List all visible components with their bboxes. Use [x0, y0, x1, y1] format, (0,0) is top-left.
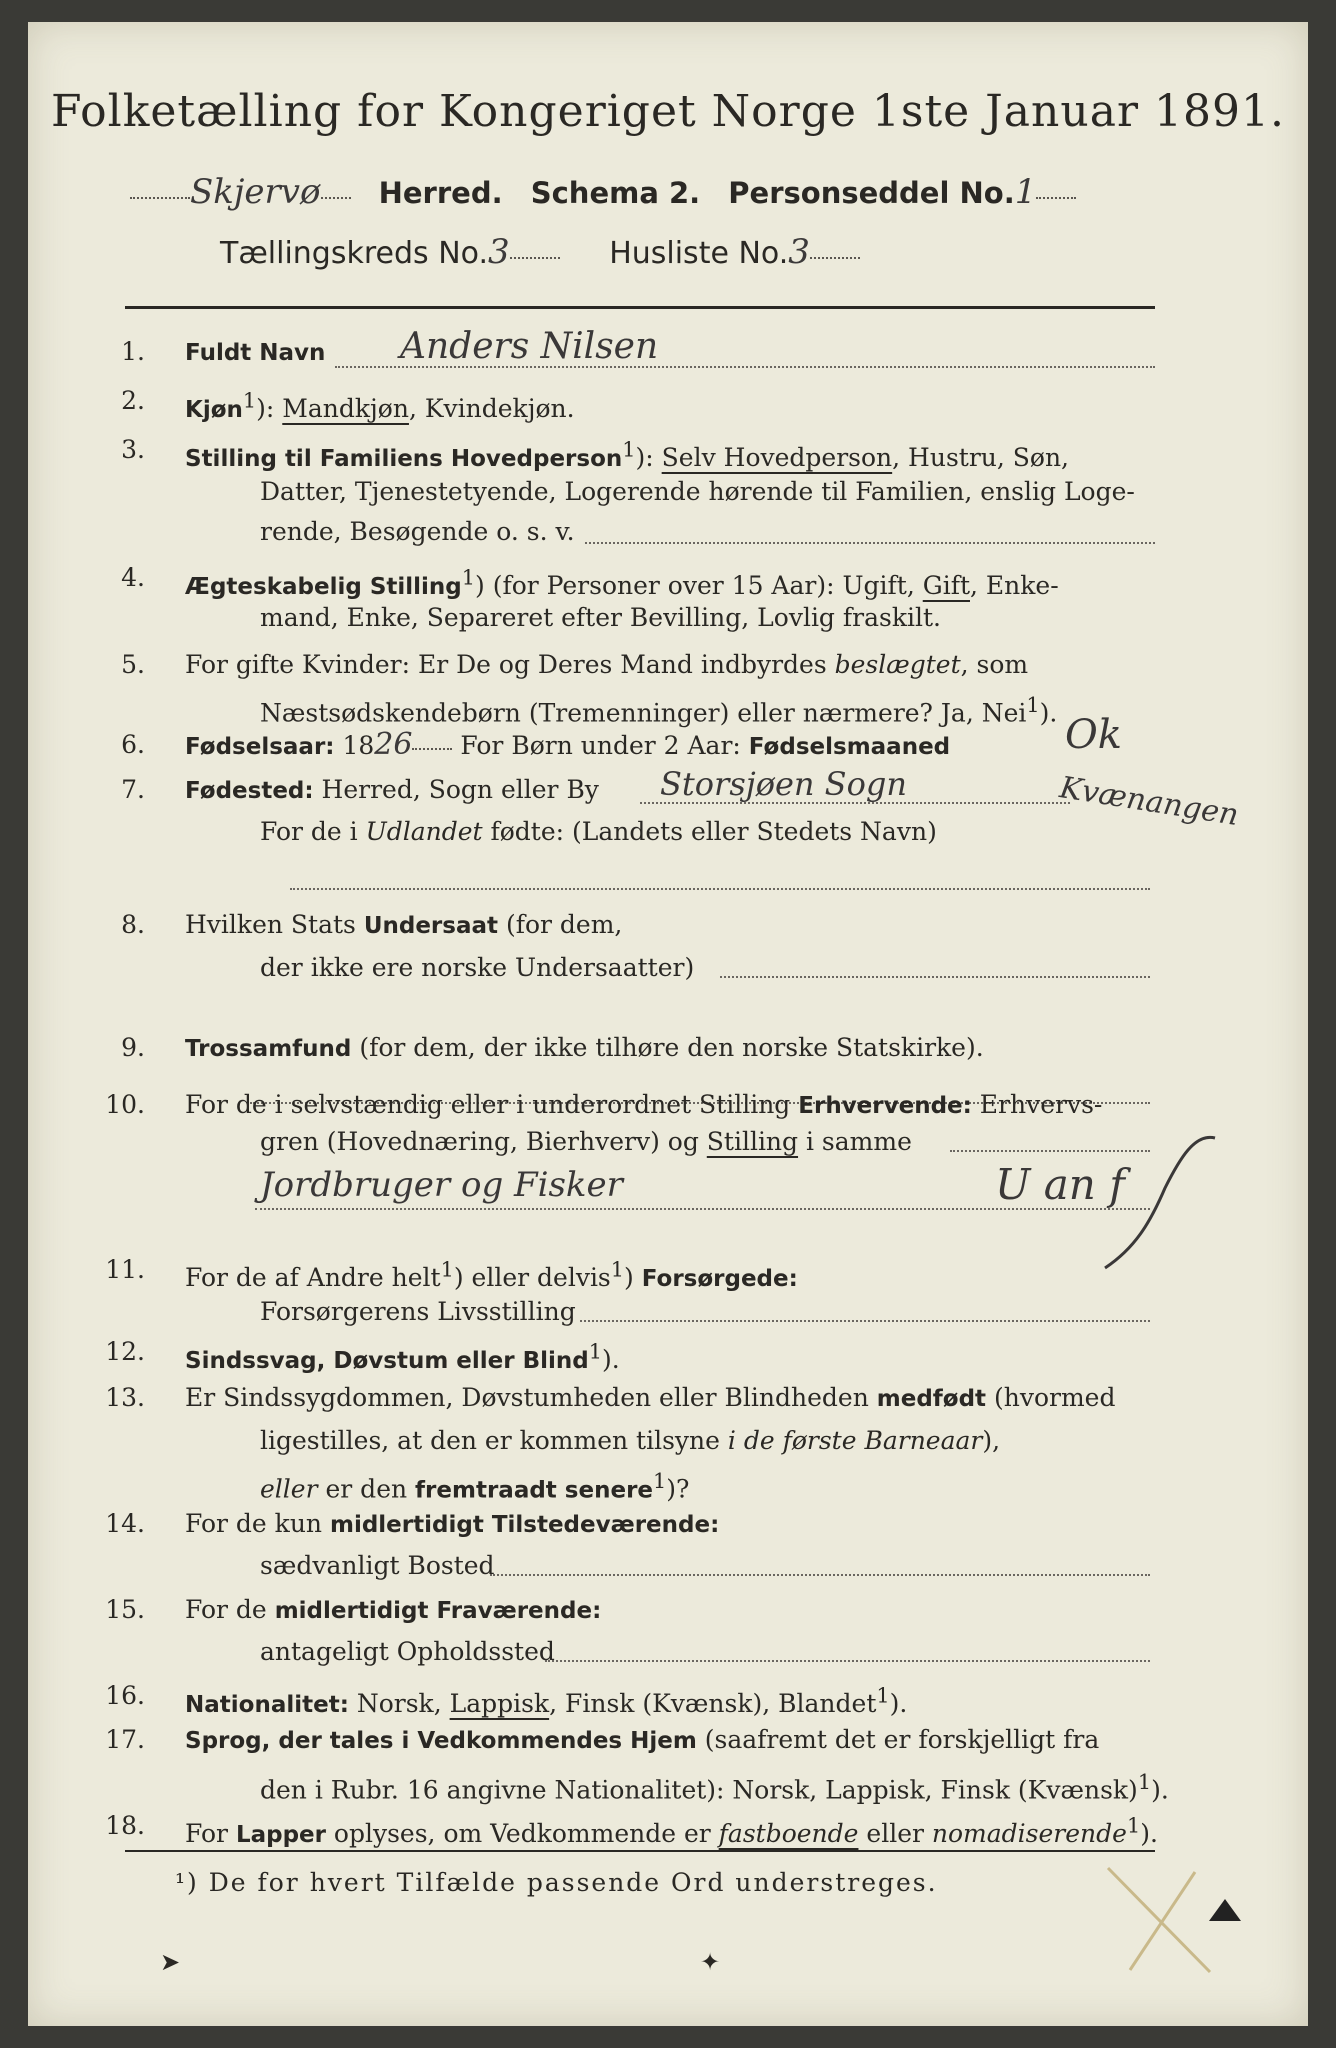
text: ).: [1151, 1775, 1169, 1805]
ornament-left-icon: ➤: [160, 1948, 181, 1976]
label-language: Sprog, der tales i Vedkommendes Hjem: [185, 1728, 697, 1754]
option-settled-underlined: fastboende: [718, 1819, 859, 1849]
footnote-mark: 1: [622, 438, 636, 462]
item-number: 17.: [105, 1725, 145, 1754]
item-number: 13.: [105, 1383, 145, 1412]
text: ).: [602, 1345, 620, 1375]
text: ligestilles, at den er kommen tilsyne: [260, 1426, 728, 1455]
label-full-name: Fuldt Navn: [185, 340, 326, 366]
text: Erhvervs-: [971, 1090, 1103, 1119]
herred-value: Skjervø: [190, 172, 321, 212]
option-head-underlined: Selv Hovedperson: [661, 443, 893, 473]
bottom-rule: [125, 1850, 1155, 1852]
item-number: 6.: [121, 730, 145, 759]
item-number: 18.: [105, 1811, 145, 1840]
label-married-women: For gifte Kvinder:: [185, 650, 411, 679]
item-number: 16.: [105, 1681, 145, 1710]
item-4-line-2: mand, Enke, Separeret efter Bevilling, Lovlig fraskilt.: [260, 603, 941, 632]
text: i de første Barneaar: [727, 1426, 983, 1455]
item-7-line-2: [260, 812, 937, 852]
header-row-2: [220, 232, 860, 272]
item-16: [105, 1676, 908, 1725]
text: (saafremt det er forskjelligt fra: [696, 1725, 1100, 1754]
label-disability: Sindssvag, Døvstum eller Blind: [185, 1348, 589, 1375]
text: fødte: (Landets eller Stedets Navn): [482, 817, 937, 846]
label-dependents: Forsørgede:: [641, 1266, 798, 1293]
header-rule: [125, 306, 1155, 309]
item-number: 7.: [121, 775, 145, 804]
option-male-underlined: Mandkjøn: [282, 394, 409, 424]
text: gren (Hovednæring, Bierhverv) og: [260, 1127, 707, 1156]
item-number: 4.: [121, 563, 145, 592]
text: For de i selvstændig eller i underordnet Stilling: [185, 1090, 799, 1119]
text: Er Sindssygdommen, Døvstumheden eller Blindheden: [185, 1383, 877, 1412]
dotted-line: [585, 542, 1155, 544]
item-number: 14.: [105, 1509, 145, 1538]
text: , Enke-: [970, 571, 1059, 601]
item-number: 15.: [105, 1595, 145, 1624]
text: ).: [1039, 698, 1058, 728]
dotted-line: [580, 1320, 1150, 1322]
item-number: 2.: [121, 386, 145, 415]
item-17-line-2: [260, 1762, 1169, 1810]
birth-year-value: 26: [374, 727, 413, 762]
item-3-line-3: rende, Besøgende o. s. v.: [260, 517, 575, 546]
ornament-center-icon: ✦: [700, 1948, 721, 1976]
label-marital-status: Ægteskabelig Stilling: [185, 574, 462, 601]
text: ).: [1140, 1819, 1158, 1849]
text: )?: [666, 1474, 690, 1504]
text: , Kvindekjøn.: [408, 394, 575, 424]
footnote-mark: 1: [588, 1340, 603, 1364]
option-sami-underlined: Lappisk: [449, 1689, 550, 1719]
text: ).: [889, 1689, 908, 1719]
item-12: [105, 1332, 620, 1381]
triangle-mark-icon: [1205, 1895, 1245, 1925]
header-row-1: [130, 172, 1076, 212]
label-sami: Lapper: [235, 1822, 326, 1849]
footnote-mark: 1: [440, 1258, 454, 1282]
label-temporarily-present: midlertidigt Tilstedeværende:: [329, 1512, 720, 1538]
text: (for dem,: [498, 910, 623, 939]
dotted-line: [290, 888, 1150, 890]
text: Norsk,: [348, 1689, 450, 1719]
personseddel-value: 1: [1014, 172, 1037, 212]
text: ):: [635, 443, 662, 473]
text: Udlandet: [365, 817, 483, 846]
option-married-underlined: Gift: [922, 571, 970, 601]
dotted-line: [490, 1574, 1150, 1576]
pencil-x-mark-icon: [1100, 1860, 1220, 1980]
item-number: 12.: [105, 1337, 145, 1366]
occupation-code: U an f: [995, 1160, 1125, 1209]
label-temporarily-absent: midlertidigt Fraværende:: [274, 1598, 602, 1624]
personseddel-label: Personseddel No.: [728, 176, 1015, 210]
item-3-line-2: Datter, Tjenestetyende, Logerende hørende til Familien, enslig Loge-: [260, 477, 1135, 506]
text: ),: [982, 1426, 1001, 1455]
text: For de i: [260, 817, 366, 846]
item-18: [105, 1806, 1158, 1855]
item-10: [105, 1085, 1103, 1126]
birth-month-value: Ok: [1065, 712, 1123, 758]
text: For de af Andre helt: [185, 1263, 441, 1293]
text: oplyses, om Vedkommende er: [325, 1819, 719, 1849]
footnote-mark: 1: [653, 1469, 667, 1493]
item-13: [105, 1378, 1116, 1419]
text: ): [624, 1263, 642, 1293]
birthplace-value: Storsjøen Sogn: [660, 765, 907, 803]
item-8-line-2: der ikke ere norske Undersaatter): [260, 953, 695, 982]
kreds-label: Tællingskreds No.: [220, 236, 488, 271]
label-citizenship: Undersaat: [363, 913, 498, 939]
form-title: Folketælling for Kongeriget Norge 1ste Januar 1891.: [51, 86, 1285, 137]
label-birthplace: Fødested:: [185, 778, 314, 804]
item-number: 3.: [121, 435, 145, 464]
schema-label: Schema 2.: [530, 176, 701, 210]
footnote-mark: 1: [610, 1258, 625, 1282]
item-5: [121, 645, 1029, 685]
text: Næstsødskendebørn (Tremenninger) eller nærmere? Ja, Nei: [260, 698, 1027, 728]
item-13-line-3: [260, 1461, 689, 1510]
footnote-mark: 1: [1137, 1770, 1152, 1794]
footnote-mark: 1: [1126, 1814, 1141, 1838]
item-8: [121, 905, 623, 946]
item-17: [105, 1720, 1100, 1761]
text: er den: [317, 1474, 416, 1504]
birthplace-value-2: Kvænangen: [1057, 770, 1241, 834]
text: For de: [185, 1595, 275, 1624]
text: For: [185, 1819, 236, 1849]
item-15: [105, 1590, 602, 1631]
text: nomadiserende: [931, 1819, 1127, 1849]
label-family-position: Stilling til Familiens Hovedperson: [185, 446, 623, 473]
item-10-line-2: [260, 1122, 912, 1162]
text: beslægtet: [834, 650, 961, 679]
item-number: 10.: [105, 1090, 145, 1119]
item-1: [121, 332, 326, 373]
text: den i Rubr. 16 angivne Nationalitet): Norsk, Lappisk, Finsk (Kvænsk): [260, 1775, 1138, 1805]
label-birth-month: Fødselsmaaned: [748, 734, 951, 760]
text: 18: [334, 731, 375, 760]
occupation-value: Jordbruger og Fisker: [260, 1165, 623, 1205]
label-occupation: Erhvervende:: [798, 1093, 972, 1119]
text: (hvormed: [986, 1383, 1116, 1412]
item-11-line-2: Forsørgerens Livsstilling: [260, 1297, 576, 1326]
dotted-line: [720, 976, 1150, 978]
item-2: [121, 381, 575, 430]
herred-label: Herred.: [378, 176, 503, 210]
text: For de kun: [185, 1509, 330, 1538]
item-number: 8.: [121, 910, 145, 939]
text: , Hustru, Søn,: [892, 443, 1069, 473]
item-number: 1.: [121, 337, 145, 366]
text: eller: [260, 1474, 318, 1504]
item-14-line-2: sædvanligt Bosted: [260, 1551, 495, 1580]
full-name-value: Anders Nilsen: [400, 326, 659, 367]
dotted-line: [545, 1660, 1150, 1662]
item-number: 5.: [121, 650, 145, 679]
text: i samme: [798, 1127, 912, 1156]
item-13-line-2: [260, 1421, 1000, 1461]
label-nationality: Nationalitet:: [185, 1692, 349, 1719]
footnote: ¹) De for hvert Tilfælde passende Ord understreges.: [175, 1868, 938, 1897]
text: , Finsk (Kvænsk), Blandet: [549, 1689, 877, 1719]
text: For Børn under 2 Aar:: [452, 731, 749, 760]
text: Er De og Deres Mand indbyrdes: [410, 650, 835, 679]
item-9: [121, 1028, 984, 1069]
text: ) (for Personer over 15 Aar): Ugift,: [475, 571, 923, 601]
item-number: 11.: [105, 1255, 145, 1284]
text: ):: [256, 394, 283, 424]
footnote-mark: 1: [461, 566, 476, 590]
text: , som: [960, 650, 1029, 679]
text: (for dem, der ikke tilhøre den norske Statskirke).: [351, 1033, 984, 1062]
item-6: [121, 725, 951, 767]
label-congenital: medfødt: [876, 1386, 987, 1412]
item-14: [105, 1504, 720, 1545]
text: eller: [858, 1819, 932, 1849]
label-sex: Kjøn: [185, 397, 243, 424]
kreds-value: 3: [488, 232, 510, 272]
text: Stilling: [706, 1127, 799, 1156]
item-7: [121, 770, 599, 811]
label-acquired-later: fremtraadt senere: [415, 1477, 654, 1504]
footnote-mark: 1: [1026, 693, 1040, 717]
footnote-mark: 1: [876, 1684, 890, 1708]
husliste-value: 3: [788, 232, 810, 272]
label-religion: Trossamfund: [185, 1036, 352, 1062]
label-birth-year: Fødselsaar:: [185, 734, 335, 760]
footnote-mark: 1: [242, 389, 257, 413]
husliste-label: Husliste No.: [609, 236, 789, 271]
text: ) eller delvis: [453, 1263, 611, 1293]
text: Herred, Sogn eller By: [313, 775, 599, 804]
item-number: 9.: [121, 1033, 145, 1062]
text: Hvilken Stats: [185, 910, 364, 939]
handwritten-stroke: [1095, 1128, 1225, 1278]
item-15-line-2: antageligt Opholdssted: [260, 1637, 555, 1666]
